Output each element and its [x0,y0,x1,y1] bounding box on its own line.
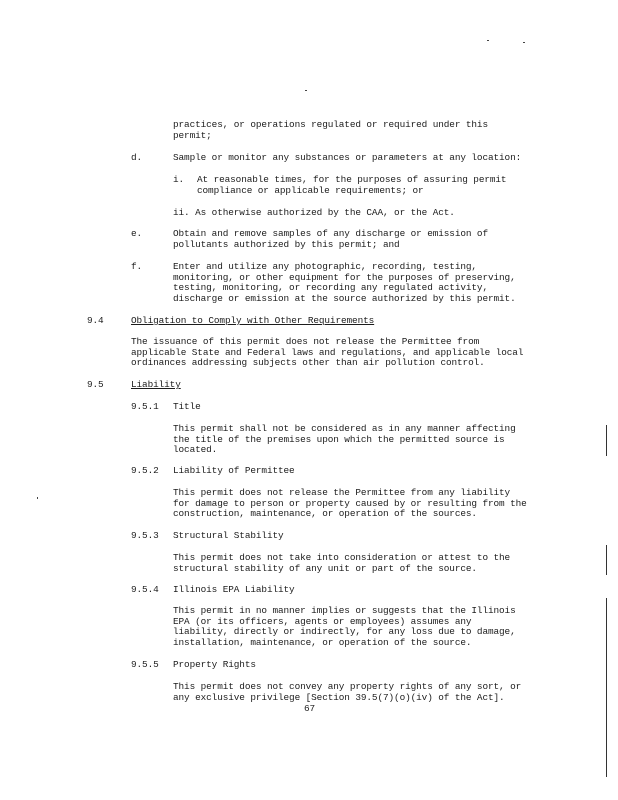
change-bar [606,598,607,777]
subsection-heading: Illinois EPA Liability [173,584,295,595]
item-f-text: Enter and utilize any photographic, recording, testing, monitoring, or other equipment for the purposes of preserving, testing, monitoring, or recording any regulated activity, discharge or emission at the source authorized by this permit. [173,261,516,305]
page-number: 67 [304,703,316,714]
subsection-heading: Property Rights [173,659,256,670]
subsection-heading: Structural Stability [173,530,284,541]
scan-speck [37,497,38,499]
subsection-number: 9.5.5 [131,659,159,670]
scan-speck [305,90,307,91]
scan-speck [487,40,489,41]
item-d-i-text: At reasonable times, for the purposes of assuring permit compliance or applicable requirements; or [197,174,507,196]
item-d-label: d. [131,152,143,163]
subsection-number: 9.5.1 [131,401,159,412]
subsection-body: This permit shall not be considered as in any manner affecting the title of the premises upon which the permitted source is located. [173,423,516,456]
section-9-4-heading: Obligation to Comply with Other Requirements [131,315,375,326]
scan-speck [523,42,525,43]
change-bar [606,545,607,575]
item-f-label: f. [131,261,143,272]
subsection-number: 9.5.4 [131,584,159,595]
item-e-label: e. [131,228,143,239]
change-bar [606,425,607,456]
subsection-heading: Liability of Permittee [173,465,295,476]
item-b-continuation: practices, or operations regulated or required under this permit; [173,119,488,141]
item-d-text: Sample or monitor any substances or parameters at any location: [173,152,522,163]
subsection-heading: Title [173,401,201,412]
subsection-body: This permit does not take into consideration or attest to the structural stability of any unit or part of the source. [173,552,511,574]
section-9-5-number: 9.5 [87,379,104,390]
subsection-number: 9.5.3 [131,530,159,541]
subsection-number: 9.5.2 [131,465,159,476]
subsection-body: This permit does not release the Permittee from any liability for damage to person or property caused by or resulting from the construction, maintenance, or operation of the sources. [173,487,527,520]
item-d-ii-text: ii. As otherwise authorized by the CAA, or the Act. [173,207,455,218]
subsection-body: This permit in no manner implies or suggests that the Illinois EPA (or its officers, agents or employees) assumes any liability, directly or indirectly, for any loss due to damage, installation, maintenance, or operation of the source. [173,605,516,649]
section-9-5-heading: Liability [131,379,181,390]
subsection-body: This permit does not convey any property rights of any sort, or any exclusive privilege [Section 39.5(7)(o)(iv) of the Act]. [173,681,522,703]
section-9-4-body: The issuance of this permit does not release the Permittee from applicable State and Federal laws and regulations, and applicable local ordinances addressing subjects other than air pollution control. [131,336,524,369]
item-d-i-label: i. [173,174,185,185]
item-e-text: Obtain and remove samples of any discharge or emission of pollutants authorized by this permit; and [173,228,488,250]
section-9-4-number: 9.4 [87,315,104,326]
